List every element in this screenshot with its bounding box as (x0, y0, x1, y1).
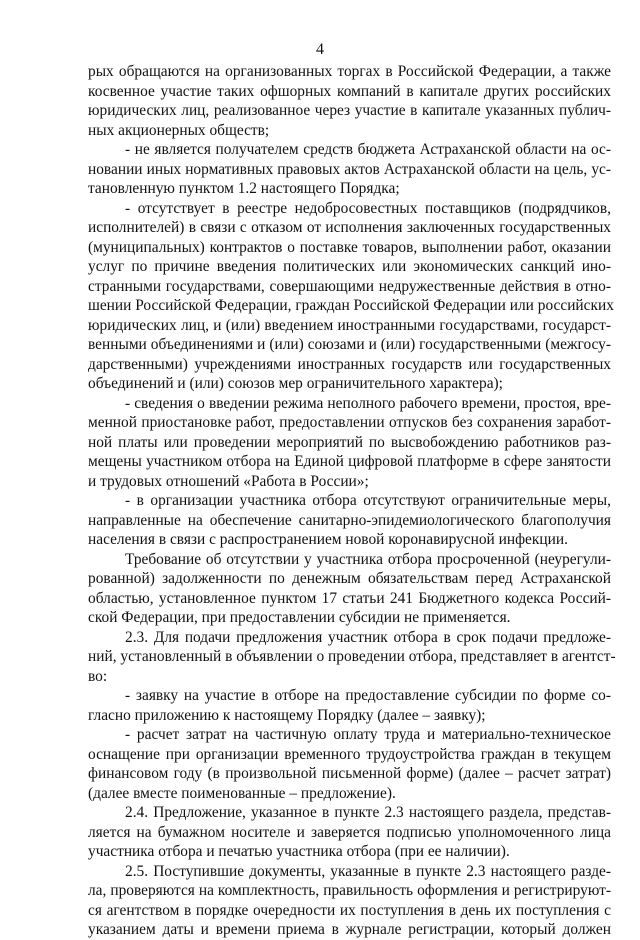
text-line: ся агентством в порядке очередности их поступления в день их поступления с (88, 901, 611, 919)
text-line: рых обращаются на организованных торгах в Российской Федерации, а также (88, 63, 611, 80)
text-line: областью, установленное пунктом 17 статьи 241 Бюджетного кодекса Россий- (88, 589, 611, 607)
text-line: ла, проверяются на комплектность, правильность оформления и регистрируют- (88, 882, 611, 899)
text-line: ной платы или проведении мероприятий по высвобождению работников раз- (88, 433, 611, 451)
text-line: - отсутствует в реестре недобросовестных поставщиков (подрядчиков, (125, 199, 611, 217)
text-line: (далее вместе поименованные – предложение). (88, 784, 396, 802)
text-line: Требование об отсутствии у участника отбора просроченной (неурегули- (125, 550, 611, 568)
text-line: юридических лиц, реализованное через участие в капитале указанных публич- (88, 102, 611, 119)
text-line: ляется на бумажном носителе и заверяется подписью уполномоченного лица (88, 823, 611, 841)
text-line: тановленную пунктом 1.2 настоящего Порядка; (88, 180, 400, 197)
document-body (88, 62, 616, 940)
text-line: населения в связи с распространением новой коронавирусной инфекции. (88, 531, 568, 548)
text-line: новании иных нормативных правовых актов Астраханской области на цель, ус- (88, 160, 611, 178)
text-line: странными государствами, совершающими недружественные действия в отно- (88, 277, 611, 295)
text-line: ных акционерных обществ; (88, 121, 270, 139)
text-line: услуг по причине введения политических или экономических санкций ино- (88, 258, 611, 275)
text-line: ской Федерации, при предоставлении субсидии не применяется. (88, 609, 511, 626)
text-line: - заявку на участие в отборе на предоставление субсидии по форме со- (125, 687, 611, 704)
text-line: менной приостановке работ, предоставлении отпусков без сохранения заработ- (88, 414, 611, 431)
text-line: исполнителей) в связи с отказом от исполнения заключенных государственных (88, 219, 611, 236)
text-line: венными объединениями и (или) союзами и (или) государственными (межгосу- (88, 336, 611, 353)
text-line: ний, установленный в объявлении о проведении отбора, представляет в агентст- (88, 648, 616, 665)
text-line: участника отбора и печатью участника отбора (при ее наличии). (88, 843, 510, 860)
text-line: - в организации участника отбора отсутствуют ограничительные меры, (125, 492, 611, 509)
text-line: и трудовых отношений «Работа в России»; (88, 472, 369, 490)
text-line: финансовом году (в произвольной письменной форме) (далее – расчет затрат) (88, 765, 611, 782)
text-line: направленные на обеспечение санитарно-эпидемиологического благополучия (88, 511, 611, 529)
text-line: 2.3. Для подачи предложения участник отбора в срок подачи предложе- (125, 628, 611, 646)
text-line: во: (88, 667, 108, 685)
text-line: рованной) задолженности по денежным обязательствам перед Астраханской (88, 570, 611, 587)
text-line: - сведения о введении режима неполного рабочего времени, простоя, вре- (125, 394, 611, 412)
text-line: оснащение при организации временного трудоустройства граждан в текущем (88, 745, 611, 763)
text-line: мещены участником отбора на Единой цифровой платформе в сфере занятости (88, 453, 611, 470)
text-line: - расчет затрат на частичную оплату труда и материально-техническое (125, 726, 611, 743)
text-line: гласно приложению к настоящему Порядку (далее – заявку); (88, 706, 486, 724)
text-line: указанием даты и времени приема в журнале регистрации, который должен (88, 921, 611, 938)
text-line: объединений и (или) союзов мер ограничительного характера); (88, 375, 503, 392)
text-line: (муниципальных) контрактов о поставке товаров, выполнении работ, оказании (88, 238, 611, 256)
text-line: шении Российской Федерации, граждан Российской Федерации или российских (88, 297, 614, 314)
text-line: дарственными) учреждениями иностранных государств или государственных (88, 355, 611, 373)
text-line: 2.4. Предложение, указанное в пункте 2.3 настоящего раздела, представ- (125, 804, 611, 821)
text-line: косвенное участие таких офшорных компаний в капитале других российских (88, 82, 611, 100)
text-line: 2.5. Поступившие документы, указанные в пункте 2.3 настоящего разде- (125, 862, 611, 880)
page-number: 4 (316, 41, 324, 58)
text-line: юридических лиц, и (или) введением иностранными государствами, государст- (88, 316, 611, 334)
text-line: - не является получателем средств бюджета Астраханской области на ос- (125, 141, 611, 158)
